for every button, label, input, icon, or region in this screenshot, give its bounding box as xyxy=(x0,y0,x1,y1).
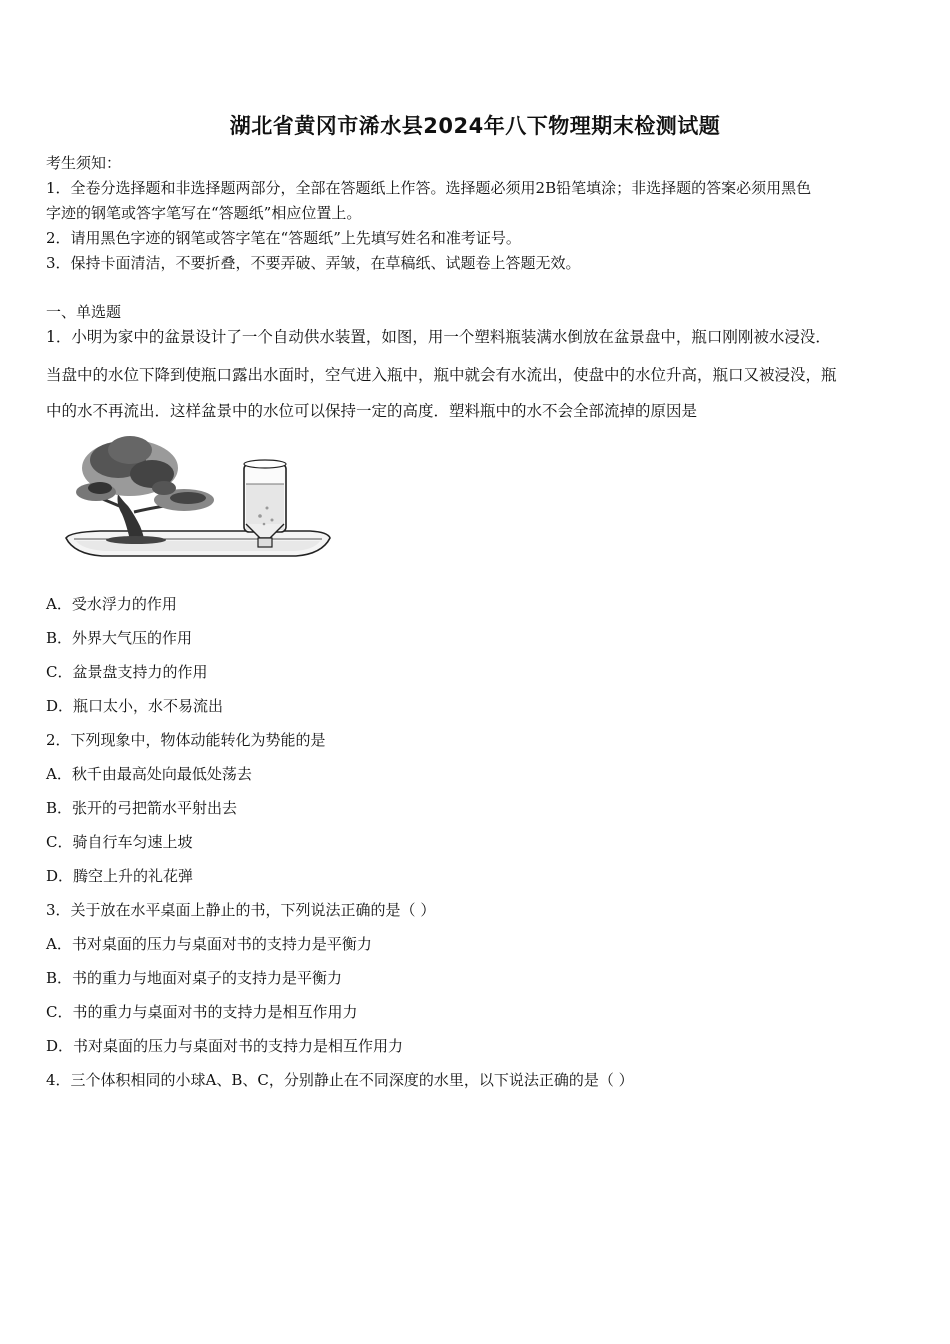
question-1-stem-line: 中的水不再流出．这样盆景中的水位可以保持一定的高度．塑料瓶中的水不会全部流掉的原因是 xyxy=(46,402,698,420)
notice-heading: 考生须知： xyxy=(46,154,122,172)
section-heading: 一、单选题 xyxy=(46,303,122,321)
notice-item: 1．全卷分选择题和非选择题两部分，全部在答题纸上作答。选择题必须用2B铅笔填涂；非选择题的答案必须用黑色 xyxy=(46,179,812,197)
question-1-option: B．外界大气压的作用 xyxy=(46,629,193,647)
question-2-stem: 2．下列现象中，物体动能转化为势能的是 xyxy=(46,731,326,749)
question-2-option: D．腾空上升的礼花弹 xyxy=(46,867,194,885)
question-3-option: B．书的重力与地面对桌子的支持力是平衡力 xyxy=(46,969,343,987)
bonsai-water-bottle-figure xyxy=(60,428,335,578)
notice-item: 3．保持卡面清洁，不要折叠，不要弄破、弄皱，在草稿纸、试题卷上答题无效。 xyxy=(46,254,581,272)
question-2-option: B．张开的弓把箭水平射出去 xyxy=(46,799,238,817)
question-3-option: D．书对桌面的压力与桌面对书的支持力是相互作用力 xyxy=(46,1037,404,1055)
question-3-option: A．书对桌面的压力与桌面对书的支持力是平衡力 xyxy=(46,935,372,953)
question-1-stem-line: 当盘中的水位下降到使瓶口露出水面时，空气进入瓶中，瓶中就会有水流出，使盘中的水位升高，瓶口又被浸没，瓶 xyxy=(46,366,837,384)
question-4-stem: 4．三个体积相同的小球A、B、C，分别静止在不同深度的水里，以下说法正确的是（ ） xyxy=(46,1071,634,1089)
question-1-option: D．瓶口太小，水不易流出 xyxy=(46,697,224,715)
question-2-option: A．秋千由最高处向最低处荡去 xyxy=(46,765,252,783)
question-3-option: C．书的重力与桌面对书的支持力是相互作用力 xyxy=(46,1003,358,1021)
notice-item: 字迹的钢笔或答字笔写在“答题纸”相应位置上。 xyxy=(46,204,362,222)
question-2-option: C．骑自行车匀速上坡 xyxy=(46,833,193,851)
notice-item: 2．请用黑色字迹的钢笔或答字笔在“答题纸”上先填写姓名和准考证号。 xyxy=(46,229,521,247)
question-1-option: C．盆景盘支持力的作用 xyxy=(46,663,208,681)
question-1-stem-line: 1．小明为家中的盆景设计了一个自动供水装置，如图，用一个塑料瓶装满水倒放在盆景盘中，瓶口刚刚被水浸没． xyxy=(46,328,831,346)
question-3-stem: 3．关于放在水平桌面上静止的书，下列说法正确的是（ ） xyxy=(46,901,436,919)
page-title: 湖北省黄冈市浠水县2024年八下物理期末检测试题 xyxy=(229,114,721,138)
question-1-option: A．受水浮力的作用 xyxy=(46,595,177,613)
